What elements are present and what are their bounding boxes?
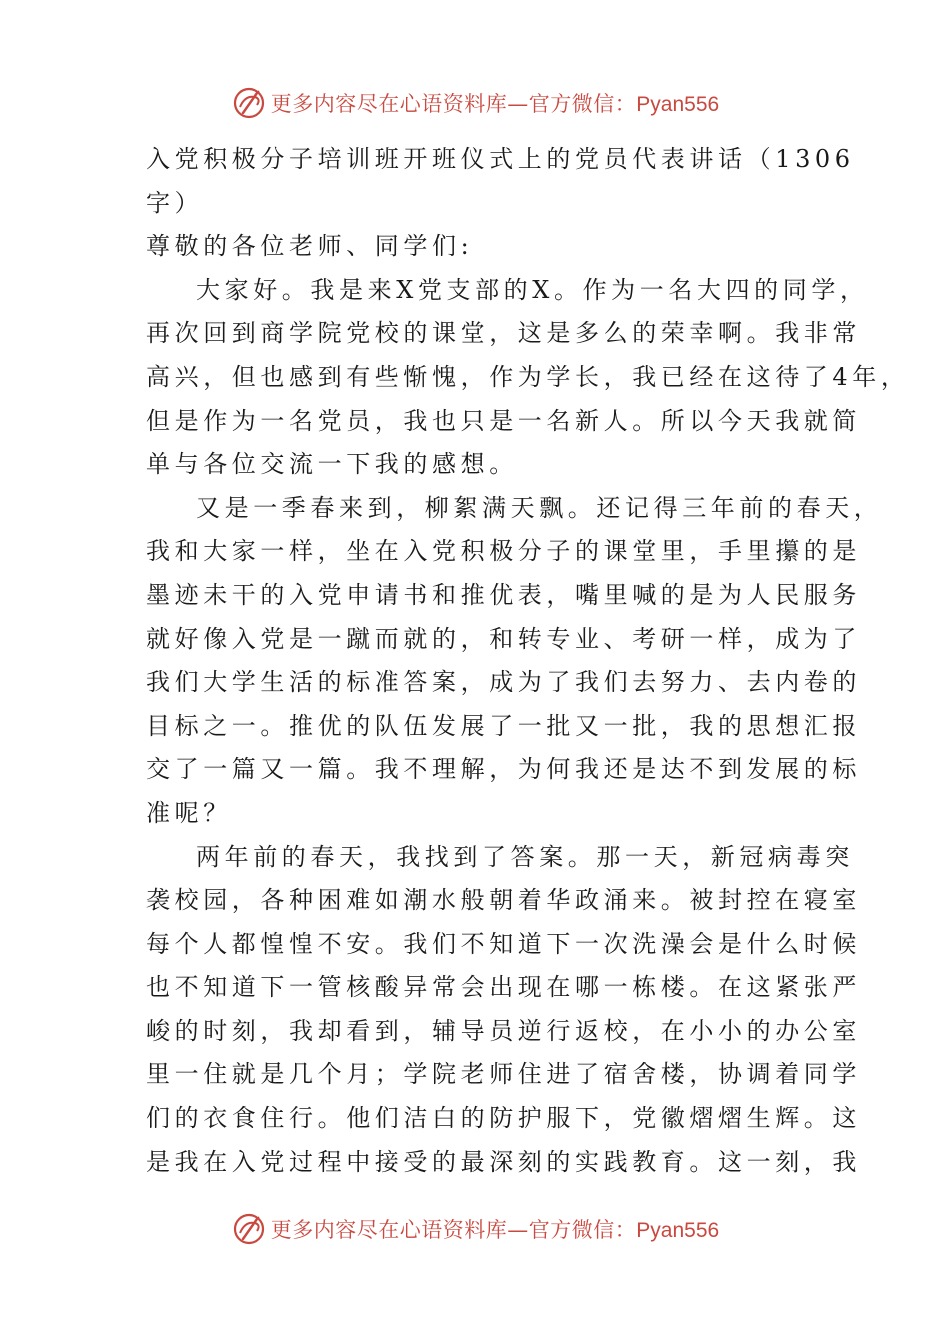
- text-line: 墨迹未干的入党申请书和推优表，嘴里喊的是为人民服务: [146, 580, 861, 609]
- document-title-line: 入党积极分子培训班开班仪式上的党员代表讲话（1306: [146, 145, 855, 173]
- text-line: 大家好。我是来X党支部的X。作为一名大四的同学，: [196, 275, 869, 304]
- banner-text: 更多内容尽在心语资料库—官方微信：Pyan556: [270, 1218, 720, 1242]
- wechat-id: Pyan556: [636, 1219, 720, 1242]
- text-line: 交了一篇又一篇。我不理解，为何我还是达不到发展的标: [146, 755, 861, 784]
- text-line: 目标之一。推优的队伍发展了一批又一批，我的思想汇报: [146, 711, 861, 740]
- text-line: 两年前的春天，我找到了答案。那一天，新冠病毒突: [196, 842, 854, 871]
- text-line: 我们大学生活的标准答案，成为了我们去努力、去内卷的: [146, 668, 861, 697]
- text-line: 再次回到商学院党校的课堂，这是多么的荣幸啊。我非常: [146, 319, 861, 348]
- wechat-id: Pyan556: [636, 93, 720, 116]
- text-line: 们的衣食住行。他们洁白的防护服下，党徽熠熠生辉。这: [146, 1104, 861, 1133]
- text-line: 准呢？: [146, 798, 232, 827]
- banner-text: 更多内容尽在心语资料库—官方微信：Pyan556: [270, 92, 720, 116]
- pen-swirl-logo-icon: [231, 85, 267, 121]
- text-line: 也不知道下一管核酸异常会出现在哪一栋楼。在这紧张严: [146, 973, 861, 1002]
- document-body: [146, 138, 910, 1184]
- text-line: 我和大家一样，坐在入党积极分子的课堂里，手里攥的是: [146, 537, 861, 566]
- text-line: 尊敬的各位老师、同学们:: [146, 232, 474, 261]
- text-line: 里一住就是几个月；学院老师住进了宿舍楼，协调着同学: [146, 1060, 861, 1089]
- text-line: 是我在入党过程中接受的最深刻的实践教育。这一刻，我: [146, 1147, 861, 1176]
- text-line: 单与各位交流一下我的感想。: [146, 450, 518, 479]
- text-line: 就好像入党是一蹴而就的，和转专业、考研一样，成为了: [146, 624, 861, 653]
- text-line: 字）: [146, 188, 204, 217]
- pen-swirl-logo-icon: [231, 1211, 267, 1247]
- text-line: 峻的时刻，我却看到，辅导员逆行返校，在小小的办公室: [146, 1016, 861, 1045]
- text-line: 又是一季春来到，柳絮满天飘。还记得三年前的春天，: [196, 493, 883, 522]
- text-line: 高兴，但也感到有些惭愧，作为学长，我已经在这待了4年，: [146, 362, 910, 391]
- footer-banner: [0, 1209, 950, 1249]
- header-banner: [0, 83, 950, 123]
- text-line: 但是作为一名党员，我也只是一名新人。所以今天我就简: [146, 406, 861, 435]
- text-line: 每个人都惶惶不安。我们不知道下一次洗澡会是什么时候: [146, 929, 861, 958]
- text-line: 袭校园，各种困难如潮水般朝着华政涌来。被封控在寝室: [146, 886, 861, 915]
